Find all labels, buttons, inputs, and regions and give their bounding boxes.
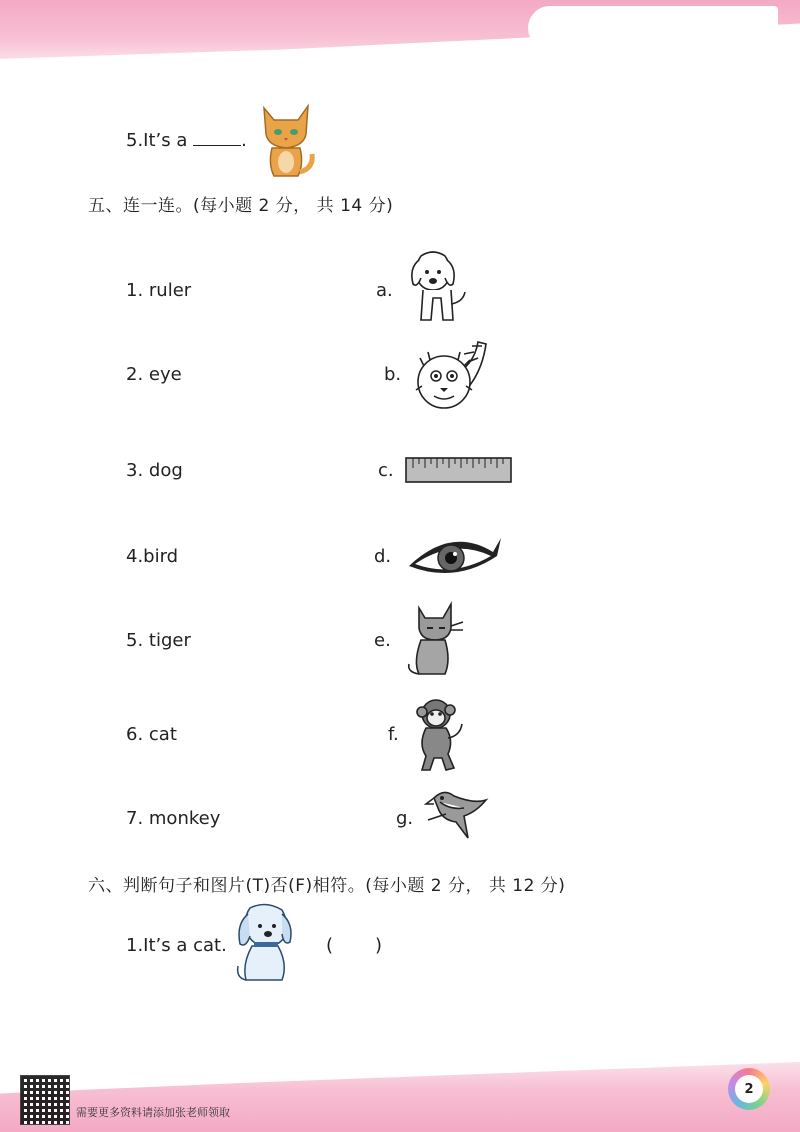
letter-d: d.: [374, 546, 392, 567]
section6-heading: 六、判断句子和图片(T)否(F)相符。(每小题 2 分， 共 12 分): [88, 876, 566, 896]
bottom-decorative-band: [0, 1062, 800, 1132]
tiger-icon: [412, 336, 492, 414]
letter-b: b.: [384, 364, 402, 385]
cat-icon: [405, 598, 469, 680]
monkey-icon: [412, 694, 466, 774]
answer-blank[interactable]: [193, 129, 241, 146]
word-2: 2. eye: [126, 364, 182, 385]
dog-icon: [405, 248, 471, 326]
word-5: 5. tiger: [126, 630, 191, 651]
qr-caption: 需要更多资料请添加张老师领取: [76, 1106, 230, 1119]
section5-heading: 五、连一连。(每小题 2 分， 共 14 分): [88, 196, 394, 216]
page-number: 2: [735, 1075, 763, 1103]
word-3: 3. dog: [126, 460, 183, 481]
page-number-badge: [728, 1068, 770, 1110]
letter-c: c.: [378, 460, 394, 481]
letter-g: g.: [396, 808, 414, 829]
word-6: 6. cat: [126, 724, 177, 745]
word-1: 1. ruler: [126, 280, 192, 301]
letter-f: f.: [388, 724, 399, 745]
s6-question-1: 1.It’s a cat.: [126, 935, 227, 956]
s4-question-5: 5.It’s a .: [126, 130, 247, 151]
top-white-tab: [528, 6, 778, 50]
word-7: 7. monkey: [126, 808, 221, 829]
dog-cartoon-icon: [232, 900, 298, 986]
ruler-icon: [405, 456, 513, 484]
qr-code-icon: [20, 1075, 70, 1125]
letter-a: a.: [376, 280, 393, 301]
orange-cat-icon: [254, 98, 318, 178]
word-4: 4.bird: [126, 546, 179, 567]
letter-e: e.: [374, 630, 391, 651]
eye-icon: [405, 530, 503, 578]
answer-bracket[interactable]: ( ): [326, 935, 383, 956]
bird-icon: [424, 786, 490, 842]
